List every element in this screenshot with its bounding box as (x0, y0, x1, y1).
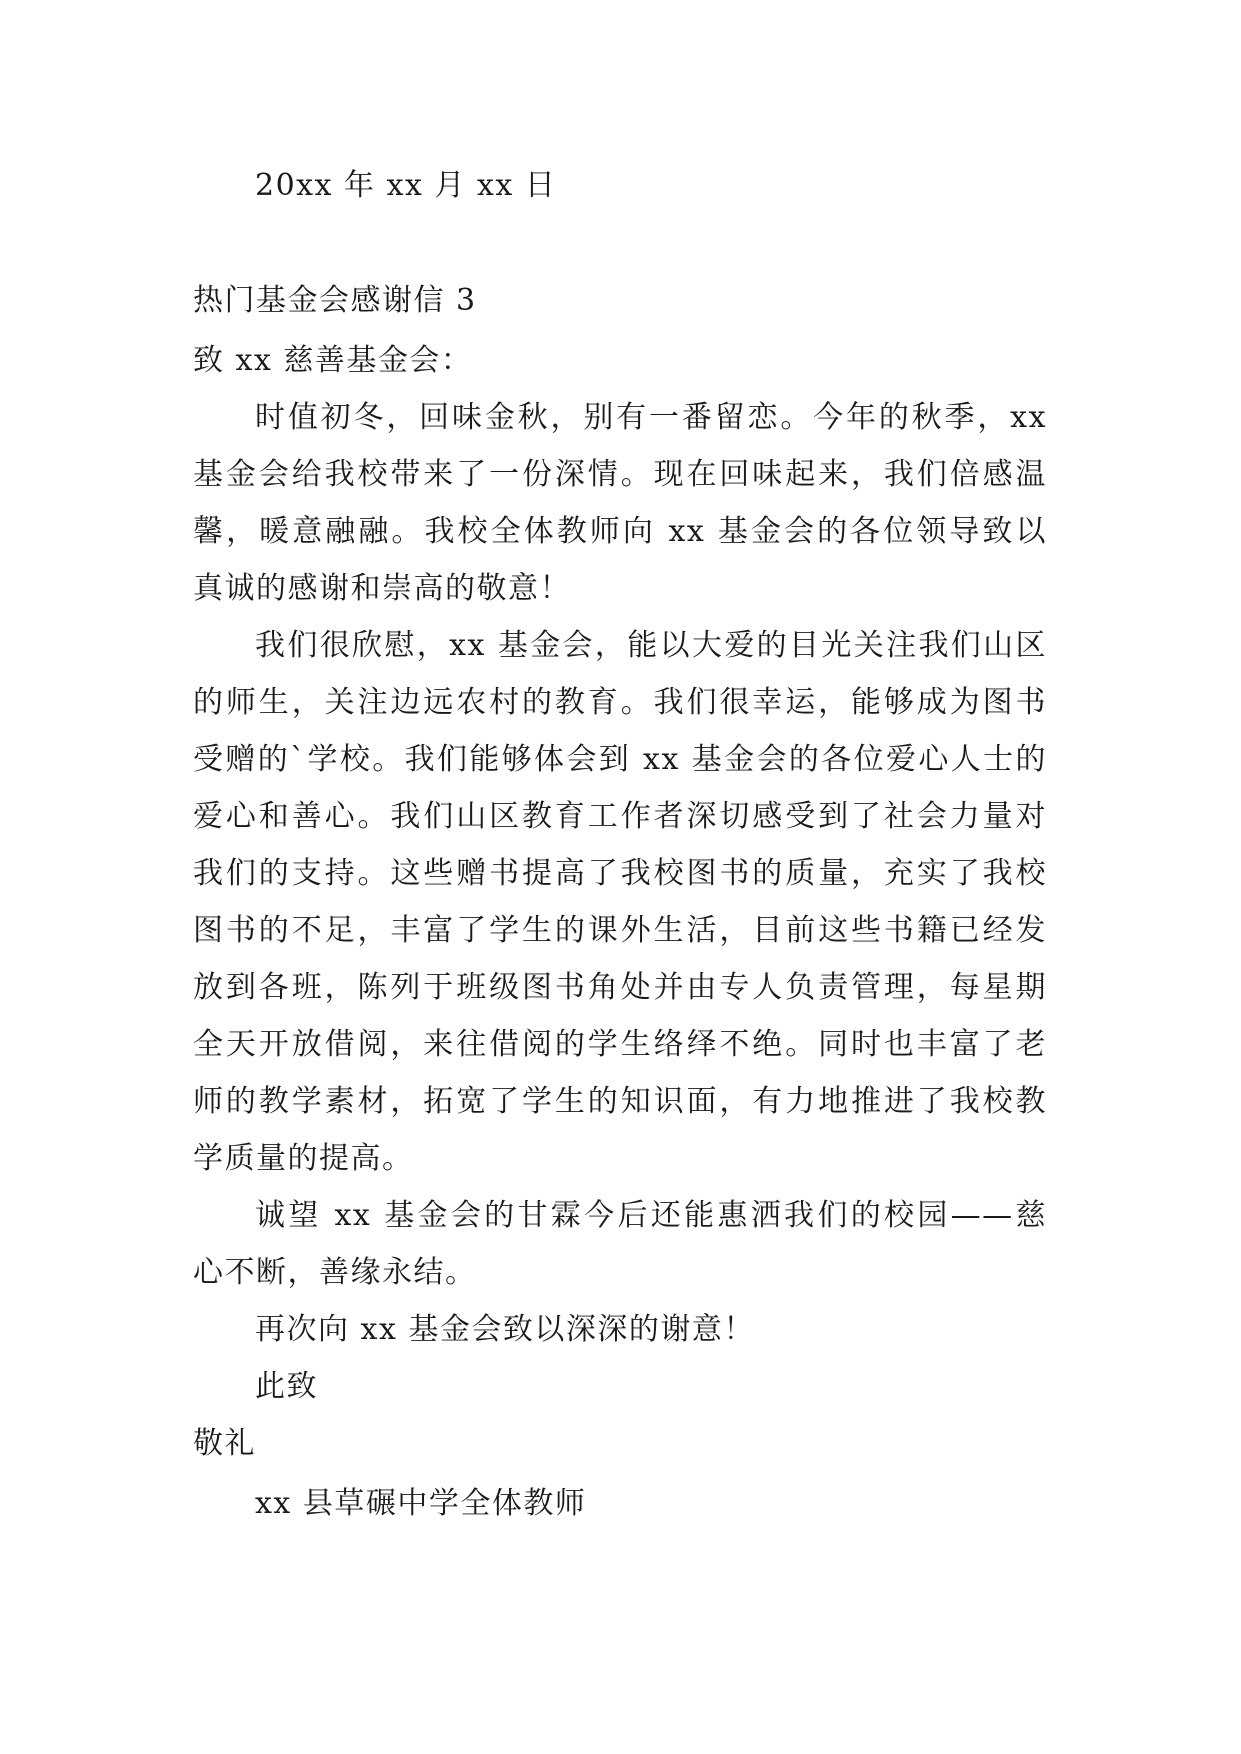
paragraph-line: 时值初冬，回味金秋，别有一番留恋。今年的秋季，xx (255, 400, 1047, 435)
paragraph-line: 真诚的感谢和崇高的敬意！ (193, 571, 571, 606)
paragraph-line: 师的教学素材，拓宽了学生的知识面，有力地推进了我校教 (193, 1084, 1047, 1119)
paragraph-line: 受赠的`学校。我们能够体会到 xx 基金会的各位爱心人士的 (193, 742, 1047, 777)
paragraph-line: 学质量的提高。 (193, 1141, 414, 1176)
paragraph-line: 放到各班，陈列于班级图书角处并由专人负责管理，每星期 (193, 970, 1047, 1005)
paragraph-line: 馨，暖意融融。我校全体教师向 xx 基金会的各位领导致以 (193, 514, 1047, 549)
paragraph-line: 全天开放借阅，来往借阅的学生络绎不绝。同时也丰富了老 (193, 1027, 1047, 1062)
paragraph-line: 心不断，善缘永结。 (193, 1255, 477, 1290)
paragraph-line: 爱心和善心。我们山区教育工作者深切感受到了社会力量对 (193, 799, 1047, 834)
date-line: 20xx 年 xx 月 xx 日 (255, 168, 557, 203)
paragraph-line: 诚望 xx 基金会的甘霖今后还能惠洒我们的校园——慈 (255, 1198, 1047, 1233)
paragraph-4: 再次向 xx 基金会致以深深的谢意！ (255, 1312, 755, 1347)
closing-ci-zhi: 此致 (255, 1369, 318, 1404)
paragraph-line: 我们的支持。这些赠书提高了我校图书的质量，充实了我校 (193, 856, 1047, 891)
closing-jing-li: 敬礼 (193, 1426, 256, 1461)
paragraph-line: 的师生，关注边远农村的教育。我们很幸运，能够成为图书 (193, 685, 1047, 720)
paragraph-line: 图书的不足，丰富了学生的课外生活，目前这些书籍已经发 (193, 913, 1047, 948)
paragraph-line: 我们很欣慰，xx 基金会，能以大爱的目光关注我们山区 (255, 628, 1047, 663)
paragraph-line: 基金会给我校带来了一份深情。现在回味起来，我们倍感温 (193, 457, 1047, 492)
signature: xx 县草碾中学全体教师 (255, 1486, 587, 1521)
letter-heading: 热门基金会感谢信 3 (193, 283, 477, 318)
salutation: 致 xx 慈善基金会： (193, 343, 473, 378)
